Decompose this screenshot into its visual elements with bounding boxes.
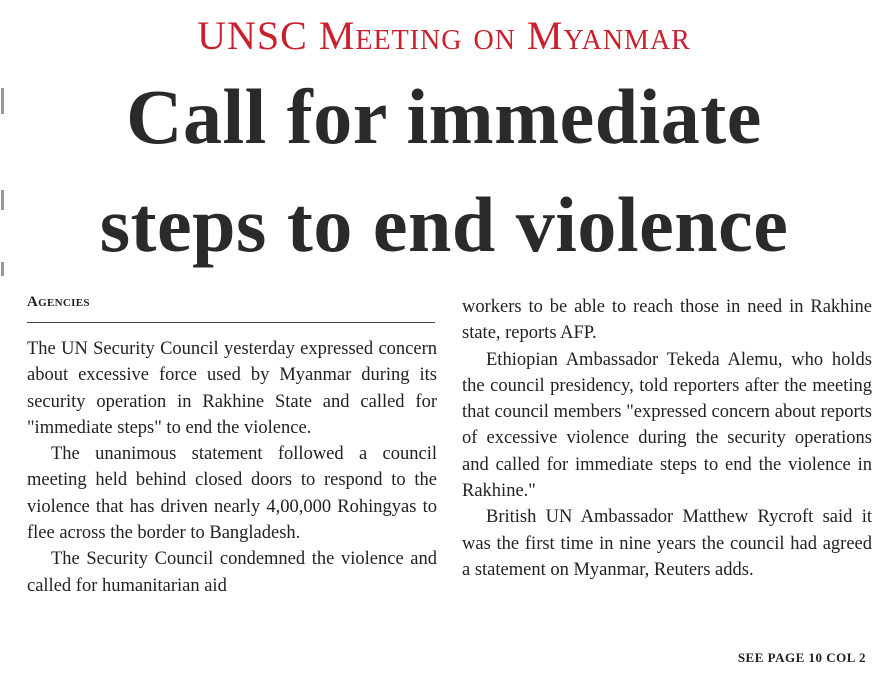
byline: Agencies [27, 294, 90, 310]
body-paragraph: The unanimous statement followed a council meeting held behind closed doors to respond to the violence that has driven nearly 4,00,000 Rohingyas to flee across the border to Bangladesh. [27, 444, 437, 544]
body-paragraph: The Security Council condemned the violence and called for humanitarian aid [27, 549, 437, 596]
body-paragraph: Ethiopian Ambassador Tekeda Alemu, who holds the council presidency, told reporters after the meeting that council members "expressed concern about reports of excessive violence during the security operations and called for immediate steps to end the violence in Rakhine." [462, 349, 872, 502]
section-kicker: UNSC Meeting on Myanmar [197, 13, 691, 58]
body-paragraph: workers to be able to reach those in need in Rakhine state, reports AFP. [462, 297, 872, 344]
article-column-left [27, 336, 437, 599]
body-paragraph: The UN Security Council yesterday expressed concern about excessive force used by Myanmar during its security operation in Rakhine State and called for "immediate steps" to end the violence. [27, 339, 437, 438]
body-paragraph: British UN Ambassador Matthew Rycroft said it was the first time in nine years the council had agreed a statement on Myanmar, Reuters adds. [462, 507, 872, 580]
headline-line-1: Call for immediate [126, 73, 762, 160]
continued-on-page-line: SEE PAGE 10 COL 2 [737, 650, 866, 665]
headline-line-2: steps to end violence [99, 181, 789, 268]
article-column-right [462, 294, 872, 583]
byline-rule [27, 322, 435, 323]
